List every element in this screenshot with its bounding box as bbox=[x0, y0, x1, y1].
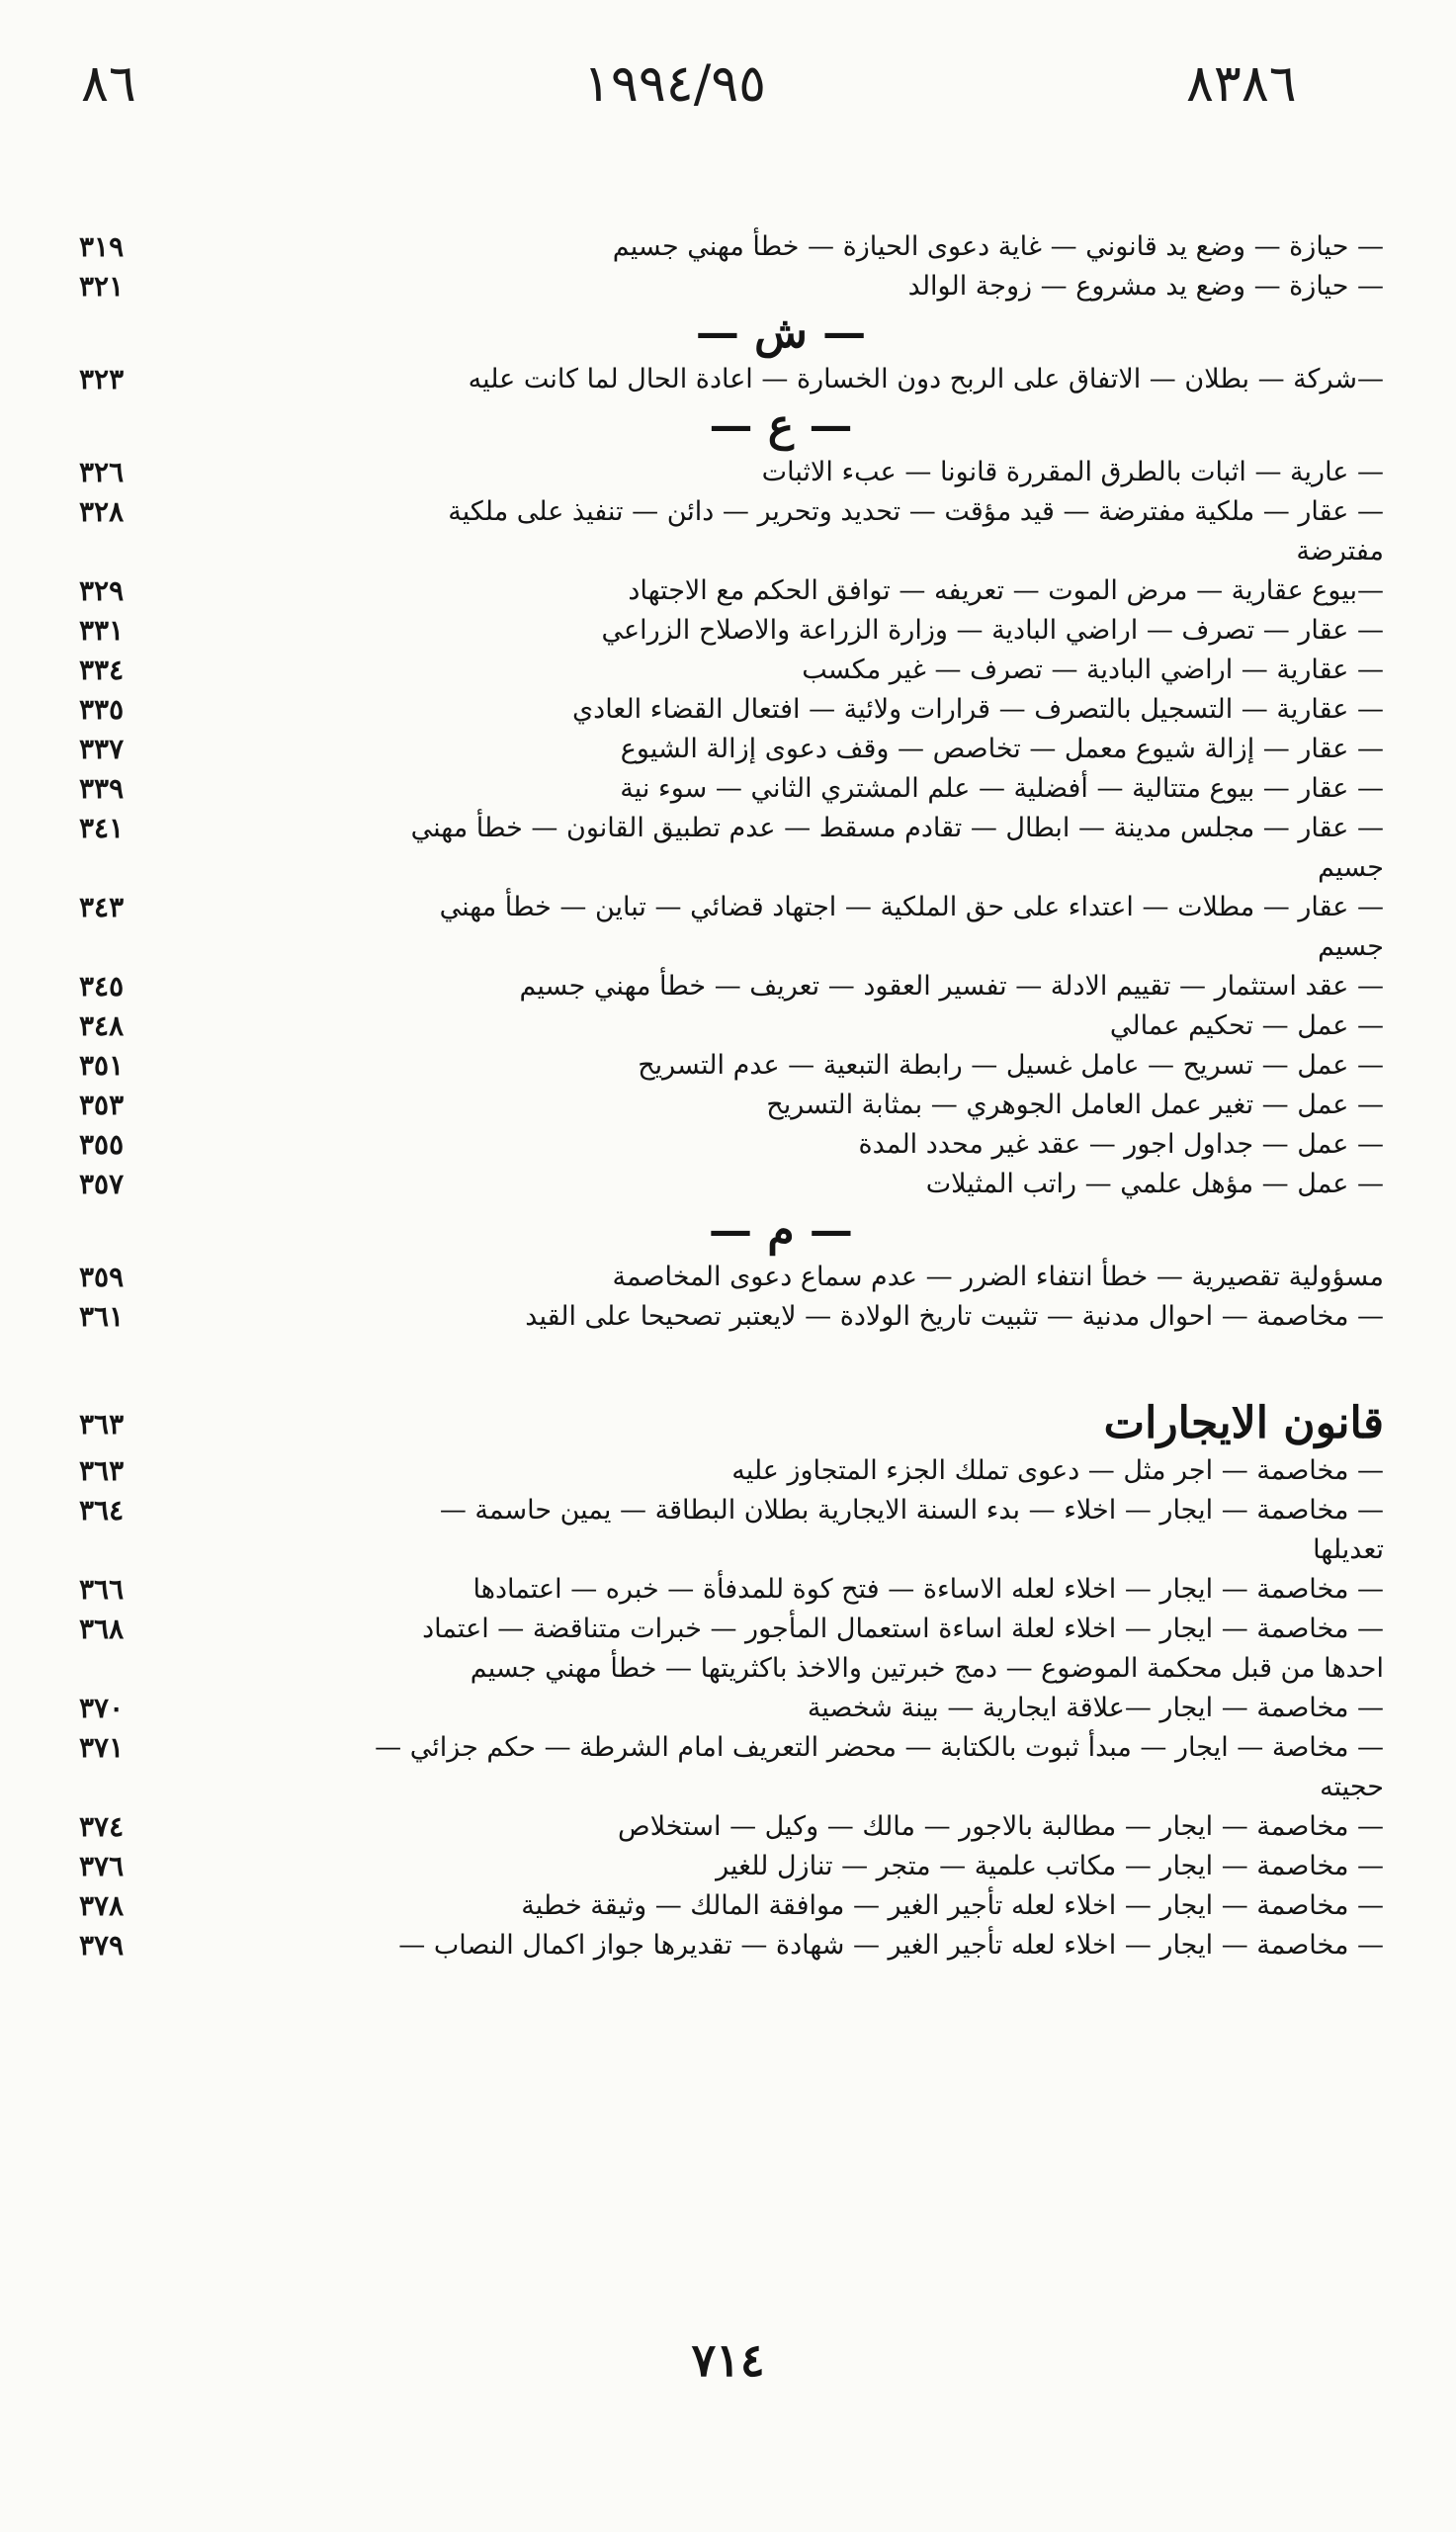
index-entry bbox=[59, 611, 1384, 651]
entry-text: — عمل — مؤهل علمي — راتب المثيلات bbox=[925, 1169, 1384, 1199]
index-entry bbox=[59, 1125, 1384, 1165]
index-entry bbox=[59, 1297, 1384, 1337]
entry-text: — عقار — إزالة شيوع معمل — تخاصص — وقف دعوى إزالة الشيوع bbox=[620, 734, 1384, 764]
handwritten-center-date: ١٩٩٤/٩٥ bbox=[583, 54, 767, 114]
entry-text: — مخاصمة — ايجار — اخلاء لعله الاساءة — فتح كوة للمدفأة — خبره — اعتمادها bbox=[472, 1574, 1384, 1605]
entry-page-number: ٣٥٧ bbox=[79, 1168, 125, 1200]
entry-text: — عقار — بيوع متتالية — أفضلية — علم المشتري الثاني — سوء نية bbox=[620, 773, 1384, 804]
index-entry bbox=[59, 267, 1384, 306]
entry-text: — عمل — تغير عمل العامل الجوهري — بمثابة التسريح bbox=[766, 1090, 1384, 1120]
entry-page-number: ٣١٩ bbox=[79, 230, 125, 263]
entry-text: — مخاصمة — ايجار — اخلاء لعله تأجير الغير — شهادة — تقديرها جواز اكمال النصاب — bbox=[398, 1930, 1384, 1961]
index-entry-continuation bbox=[59, 532, 1384, 571]
entry-text: تعديلها bbox=[1313, 1534, 1384, 1565]
index-entry-continuation bbox=[59, 1649, 1384, 1689]
section-title-page-number: ٣٦٣ bbox=[79, 1408, 125, 1441]
entry-page-number: ٣٧٤ bbox=[79, 1810, 125, 1843]
entry-page-number: ٣٧٠ bbox=[79, 1692, 125, 1724]
entry-text: — مخاصمة — ايجار — اخلاء لعله تأجير الغير — موافقة المالك — وثيقة خطية bbox=[521, 1890, 1384, 1921]
entry-page-number: ٣٣٤ bbox=[79, 654, 125, 686]
index-entry bbox=[59, 730, 1384, 769]
index-entry bbox=[59, 1491, 1384, 1530]
index-entry bbox=[59, 1847, 1384, 1886]
index-entry bbox=[59, 1165, 1384, 1204]
entry-text: — مخاصمة — اجر مثل — دعوى تملك الجزء المتجاوز عليه bbox=[731, 1455, 1384, 1486]
entry-page-number: ٣٦٨ bbox=[79, 1613, 125, 1645]
entry-text: حجيته bbox=[1320, 1772, 1384, 1802]
entry-text: — عمل — جداول اجور — عقد غير محدد المدة bbox=[858, 1129, 1384, 1160]
index-entry bbox=[59, 1258, 1384, 1297]
spacer bbox=[59, 1337, 1384, 1398]
entry-text: مسؤولية تقصيرية — خطأ انتفاء الضرر — عدم سماع دعوى المخاصمة bbox=[612, 1262, 1384, 1292]
section-title bbox=[59, 1398, 1384, 1451]
entry-page-number: ٣٤١ bbox=[79, 812, 125, 844]
entry-page-number: ٣٦٣ bbox=[79, 1454, 125, 1487]
index-entry bbox=[59, 360, 1384, 399]
entry-text: — عقد استثمار — تقييم الادلة — تفسير العقود — تعريف — خطأ مهني جسيم bbox=[519, 971, 1384, 1002]
entry-text: — عقار — مطلات — اعتداء على حق الملكية — اجتهاد قضائي — تباين — خطأ مهني bbox=[439, 892, 1384, 922]
index-entry-continuation bbox=[59, 1530, 1384, 1570]
index-entry bbox=[59, 1570, 1384, 1610]
entry-text: — مخاصمة — ايجار —علاقة ايجارية — بينة شخصية bbox=[807, 1693, 1384, 1723]
entry-text: — مخاصمة — ايجار — اخلاء — بدء السنة الايجارية بطلان البطاقة — يمين حاسمة — bbox=[439, 1495, 1384, 1526]
entry-text: — عمل — تحكيم عمالي bbox=[1109, 1010, 1384, 1041]
index-entry bbox=[59, 492, 1384, 532]
index-entry bbox=[59, 1451, 1384, 1491]
index-entry bbox=[59, 1926, 1384, 1965]
index-entry bbox=[59, 967, 1384, 1006]
entry-page-number: ٣٦١ bbox=[79, 1300, 125, 1333]
index-entry bbox=[59, 1886, 1384, 1926]
entry-text: — عقار — ملكية مفترضة — قيد مؤقت — تحديد وتحرير — دائن — تنفيذ على ملكية bbox=[448, 496, 1384, 527]
entry-text: — عقار — تصرف — اراضي البادية — وزارة الزراعة والاصلاح الزراعي bbox=[601, 615, 1384, 646]
entry-text: — مخاصمة — ايجار — مطالبة بالاجور — مالك — وكيل — استخلاص bbox=[618, 1811, 1384, 1842]
entry-text: — حيازة — وضع يد مشروع — زوجة الوالد bbox=[907, 271, 1384, 302]
entry-page-number: ٣٥١ bbox=[79, 1049, 125, 1082]
entry-text: احدها من قبل محكمة الموضوع — دمج خبرتين والاخذ باكثريتها — خطأ مهني جسيم bbox=[470, 1653, 1384, 1684]
entry-page-number: ٣٧٩ bbox=[79, 1929, 125, 1962]
entry-text: — عمل — تسريح — عامل غسيل — رابطة التبعية — عدم التسريح bbox=[638, 1050, 1384, 1081]
entry-page-number: ٣٤٣ bbox=[79, 891, 125, 923]
index-entry bbox=[59, 1046, 1384, 1086]
index-entry-continuation bbox=[59, 848, 1384, 888]
index-entry bbox=[59, 453, 1384, 492]
entry-text: جسيم bbox=[1318, 852, 1384, 883]
entry-text: — مخاصمة — ايجار — اخلاء لعلة اساءة استعمال المأجور — خبرات متناقضة — اعتماد bbox=[422, 1614, 1384, 1644]
index-entry bbox=[59, 809, 1384, 848]
entry-page-number: ٣٢٣ bbox=[79, 363, 125, 395]
index-entry bbox=[59, 1086, 1384, 1125]
entry-page-number: ٣٢٦ bbox=[79, 456, 125, 488]
index-entry bbox=[59, 1807, 1384, 1847]
index-entry bbox=[59, 651, 1384, 690]
entry-page-number: ٣٦٤ bbox=[79, 1494, 125, 1527]
entry-text: —بيوع عقارية — مرض الموت — تعريفه — توافق الحكم مع الاجتهاد bbox=[628, 575, 1384, 606]
entry-page-number: ٣٤٥ bbox=[79, 970, 125, 1003]
index-entry bbox=[59, 1728, 1384, 1768]
entry-text: — عقارية — التسجيل بالتصرف — قرارات ولائية — افتعال القضاء العادي bbox=[572, 694, 1384, 725]
entry-page-number: ٣٢٩ bbox=[79, 574, 125, 607]
entry-page-number: ٣٦٦ bbox=[79, 1573, 125, 1606]
index-entry bbox=[59, 888, 1384, 927]
entry-text: — مخاصمة — ايجار — مكاتب علمية — متجر — تنازل للغير bbox=[716, 1851, 1384, 1881]
entry-text: — مخاصة — ايجار — مبدأ ثبوت بالكتابة — محضر التعريف امام الشرطة — حكم جزائي — bbox=[375, 1732, 1384, 1763]
entry-text: — عارية — اثبات بالطرق المقررة قانونا — عبء الاثبات bbox=[761, 457, 1384, 487]
entry-text: مفترضة bbox=[1296, 536, 1384, 567]
index-entry-continuation bbox=[59, 927, 1384, 967]
entry-text: — مخاصمة — احوال مدنية — تثبيت تاريخ الولادة — لايعتبر تصحيحا على القيد bbox=[525, 1301, 1384, 1332]
index-entry bbox=[59, 1689, 1384, 1728]
entry-text: جسيم bbox=[1318, 931, 1384, 962]
entry-page-number: ٣٧٦ bbox=[79, 1850, 125, 1882]
index-list bbox=[59, 227, 1384, 1965]
entry-page-number: ٣٥٣ bbox=[79, 1089, 125, 1121]
entry-page-number: ٣٢٨ bbox=[79, 495, 125, 528]
entry-page-number: ٣٥٩ bbox=[79, 1261, 125, 1293]
entry-page-number: ٣٤٨ bbox=[79, 1009, 125, 1042]
section-letter-heading: — م — bbox=[709, 1205, 853, 1256]
index-entry-continuation bbox=[59, 1768, 1384, 1807]
page-number: ٧١٤ bbox=[691, 2333, 765, 2387]
handwritten-right-number: ٨٣٨٦ bbox=[1186, 54, 1297, 114]
index-entry bbox=[59, 769, 1384, 809]
entry-text: — عقارية — اراضي البادية — تصرف — غير مكسب bbox=[802, 655, 1384, 685]
index-entry bbox=[59, 690, 1384, 730]
entry-text: —شركة — بطلان — الاتفاق على الربح دون الخسارة — اعادة الحال لما كانت عليه bbox=[468, 364, 1384, 394]
index-entry bbox=[59, 227, 1384, 267]
index-entry bbox=[59, 1610, 1384, 1649]
section-letter-heading: — ع — bbox=[709, 400, 853, 451]
entry-page-number: ٣٣٧ bbox=[79, 733, 125, 765]
entry-page-number: ٣٣٩ bbox=[79, 772, 125, 805]
entry-text: — عقار — مجلس مدينة — ابطال — تقادم مسقط — عدم تطبيق القانون — خطأ مهني bbox=[410, 813, 1384, 843]
section-title-text: قانون الايجارات bbox=[1103, 1398, 1384, 1448]
entry-page-number: ٣٣٥ bbox=[79, 693, 125, 726]
entry-page-number: ٣٢١ bbox=[79, 270, 125, 303]
entry-page-number: ٣٥٥ bbox=[79, 1128, 125, 1161]
entry-page-number: ٣٧٨ bbox=[79, 1889, 125, 1922]
entry-page-number: ٣٧١ bbox=[79, 1731, 125, 1764]
handwritten-left-number: ٨٦ bbox=[81, 54, 136, 114]
index-entry bbox=[59, 571, 1384, 611]
entry-page-number: ٣٣١ bbox=[79, 614, 125, 647]
index-entry bbox=[59, 1006, 1384, 1046]
entry-text: — حيازة — وضع يد قانوني — غاية دعوى الحيازة — خطأ مهني جسيم bbox=[612, 231, 1384, 262]
section-letter-heading: — ش — bbox=[695, 307, 867, 358]
